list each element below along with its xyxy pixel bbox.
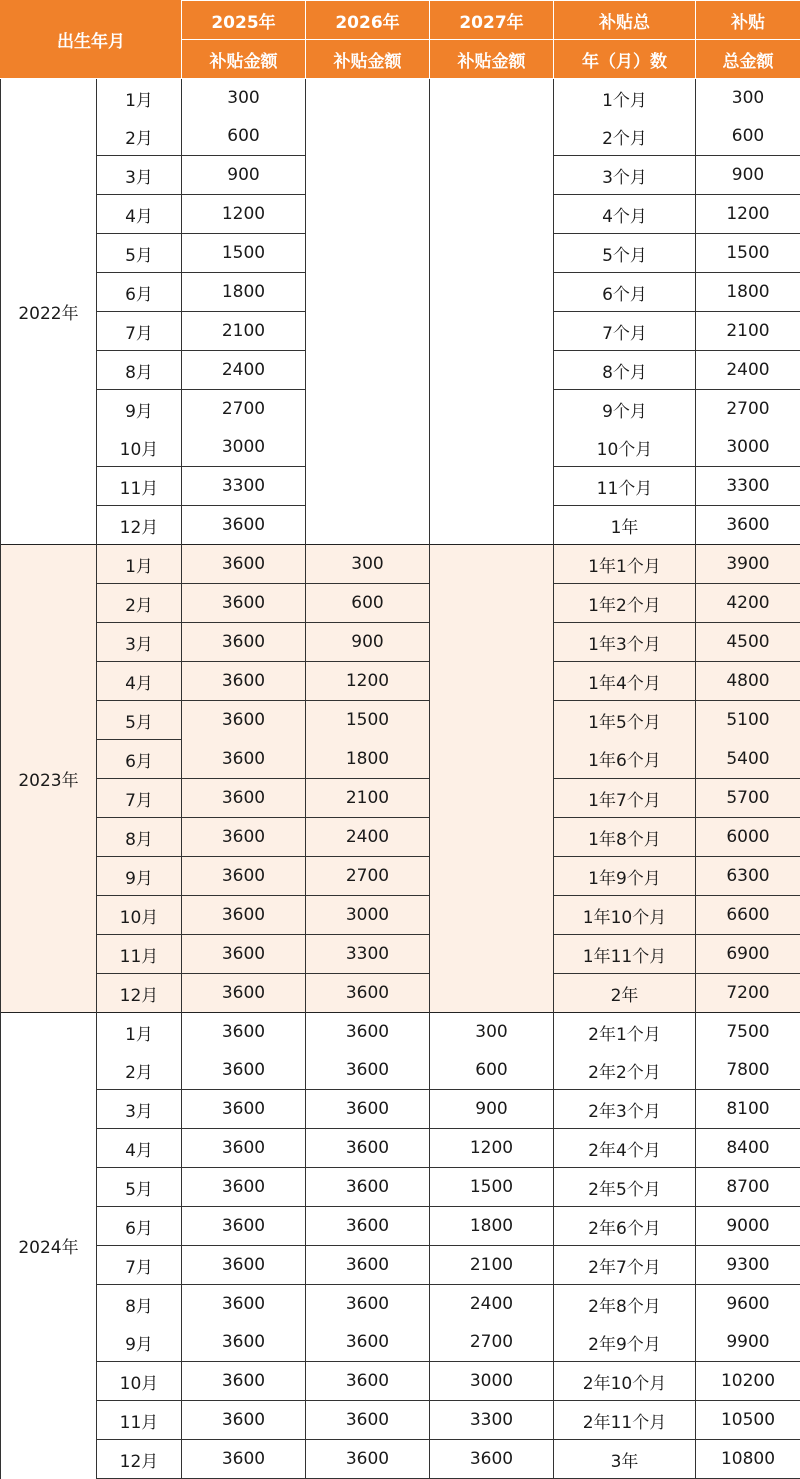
cell-y2026 [306,234,430,273]
cell-y2026 [306,79,430,118]
cell-duration: 6个月 [554,273,696,312]
cell-duration: 1年9个月 [554,857,696,896]
cell-y2026: 3600 [306,1129,430,1168]
cell-duration: 2个月 [554,117,696,156]
cell-month: 7月 [97,1246,182,1285]
cell-month: 10月 [97,896,182,935]
cell-duration: 2年5个月 [554,1168,696,1207]
cell-month: 2月 [97,584,182,623]
cell-y2026: 3600 [306,1013,430,1052]
cell-total: 6900 [696,935,800,974]
cell-month: 6月 [97,740,182,779]
cell-y2026: 1800 [306,740,430,779]
cell-y2025: 3600 [182,701,306,740]
cell-duration: 1年3个月 [554,623,696,662]
table-row [1,351,800,390]
cell-y2025: 3600 [182,1440,306,1479]
cell-y2025: 3600 [182,1362,306,1401]
cell-y2026: 1500 [306,701,430,740]
cell-total: 1800 [696,273,800,312]
cell-y2027: 600 [430,1051,554,1090]
cell-month: 7月 [97,779,182,818]
cell-y2027: 3300 [430,1401,554,1440]
cell-y2027: 2700 [430,1323,554,1362]
cell-y2027 [430,390,554,429]
table-row [1,896,800,935]
cell-total: 6000 [696,818,800,857]
table-row [1,1246,800,1285]
cell-y2026: 2700 [306,857,430,896]
cell-total: 5700 [696,779,800,818]
cell-month: 8月 [97,818,182,857]
cell-y2027 [430,156,554,195]
cell-y2026: 3600 [306,1090,430,1129]
cell-y2027 [430,623,554,662]
header-total-months-top: 补贴总 [554,1,696,40]
cell-y2025: 2100 [182,312,306,351]
cell-duration: 7个月 [554,312,696,351]
cell-y2026: 3300 [306,935,430,974]
cell-total: 600 [696,117,800,156]
cell-y2027 [430,117,554,156]
cell-y2026: 3600 [306,1246,430,1285]
cell-month: 11月 [97,935,182,974]
cell-y2025: 3600 [182,1129,306,1168]
cell-y2025: 3600 [182,1246,306,1285]
cell-total: 900 [696,156,800,195]
cell-duration: 11个月 [554,467,696,506]
cell-total: 6600 [696,896,800,935]
cell-y2025: 3600 [182,1051,306,1090]
cell-total: 8100 [696,1090,800,1129]
cell-y2027 [430,351,554,390]
table-row [1,273,800,312]
cell-y2026 [306,117,430,156]
cell-month: 5月 [97,1168,182,1207]
cell-total: 1500 [696,234,800,273]
cell-y2025: 2700 [182,390,306,429]
table-row [1,312,800,351]
table-row [1,779,800,818]
table-row [1,117,800,156]
table-row [1,467,800,506]
header-2026-year: 2026年 [306,1,430,40]
cell-y2025: 3600 [182,1013,306,1052]
header-total-amount-bottom: 总金额 [696,40,800,79]
cell-y2027: 2100 [430,1246,554,1285]
cell-y2025: 3600 [182,506,306,545]
cell-y2027 [430,506,554,545]
cell-duration: 3个月 [554,156,696,195]
cell-month: 4月 [97,195,182,234]
cell-y2025: 3600 [182,1090,306,1129]
cell-duration: 1年8个月 [554,818,696,857]
table-row [1,623,800,662]
cell-y2026 [306,312,430,351]
cell-total: 5400 [696,740,800,779]
cell-y2026 [306,195,430,234]
cell-total: 10200 [696,1362,800,1401]
cell-y2026: 3600 [306,1362,430,1401]
cell-total: 9300 [696,1246,800,1285]
cell-y2027 [430,234,554,273]
cell-y2027 [430,740,554,779]
cell-duration: 8个月 [554,351,696,390]
cell-y2025: 3600 [182,584,306,623]
table-row [1,1323,800,1362]
cell-month: 1月 [97,79,182,118]
cell-total: 3000 [696,428,800,467]
cell-total: 4800 [696,662,800,701]
table-row [1,428,800,467]
cell-total: 9000 [696,1207,800,1246]
cell-y2027: 3000 [430,1362,554,1401]
cell-y2026: 3600 [306,1168,430,1207]
cell-month: 1月 [97,1013,182,1052]
cell-y2026: 3600 [306,1440,430,1479]
cell-y2027 [430,974,554,1013]
cell-total: 8700 [696,1168,800,1207]
cell-y2027 [430,79,554,118]
cell-month: 5月 [97,234,182,273]
cell-y2027: 1200 [430,1129,554,1168]
table-row [1,974,800,1013]
cell-month: 9月 [97,390,182,429]
cell-month: 4月 [97,1129,182,1168]
cell-month: 3月 [97,1090,182,1129]
table-header [1,1,800,79]
table-row [1,1129,800,1168]
cell-y2026: 300 [306,545,430,584]
table-row [1,1207,800,1246]
cell-duration: 1年1个月 [554,545,696,584]
group-2023 [1,545,800,1013]
cell-y2027: 300 [430,1013,554,1052]
cell-duration: 2年7个月 [554,1246,696,1285]
cell-y2025: 3300 [182,467,306,506]
cell-total: 10800 [696,1440,800,1479]
cell-y2025: 300 [182,79,306,118]
cell-duration: 1年10个月 [554,896,696,935]
cell-month: 11月 [97,1401,182,1440]
cell-month: 1月 [97,545,182,584]
cell-y2026 [306,506,430,545]
cell-total: 9600 [696,1285,800,1324]
table-row [1,1168,800,1207]
cell-y2026 [306,467,430,506]
cell-y2025: 600 [182,117,306,156]
cell-y2026: 3000 [306,896,430,935]
cell-month: 8月 [97,351,182,390]
cell-duration: 1年6个月 [554,740,696,779]
cell-duration: 9个月 [554,390,696,429]
table-row [1,195,800,234]
cell-month: 11月 [97,467,182,506]
cell-month: 9月 [97,857,182,896]
cell-month: 3月 [97,623,182,662]
table-row [1,1285,800,1324]
cell-total: 7500 [696,1013,800,1052]
cell-y2025: 3600 [182,545,306,584]
cell-duration: 1年 [554,506,696,545]
cell-y2025: 3600 [182,623,306,662]
cell-y2027 [430,467,554,506]
cell-month: 5月 [97,701,182,740]
cell-total: 3600 [696,506,800,545]
cell-y2027 [430,662,554,701]
cell-y2025: 2400 [182,351,306,390]
cell-y2027 [430,195,554,234]
cell-month: 12月 [97,1440,182,1479]
table-row [1,1051,800,1090]
header-2027-year: 2027年 [430,1,554,40]
cell-month: 6月 [97,273,182,312]
group-2024 [1,1013,800,1479]
cell-y2025: 3600 [182,896,306,935]
table-row [1,857,800,896]
cell-duration: 10个月 [554,428,696,467]
cell-month: 10月 [97,1362,182,1401]
cell-y2025: 1500 [182,234,306,273]
cell-total: 10500 [696,1401,800,1440]
cell-month: 6月 [97,1207,182,1246]
cell-y2025: 3600 [182,974,306,1013]
cell-duration: 1年5个月 [554,701,696,740]
cell-total: 2700 [696,390,800,429]
header-2025-year: 2025年 [182,1,306,40]
cell-duration: 1个月 [554,79,696,118]
cell-total: 2400 [696,351,800,390]
table-row [1,935,800,974]
table-row [1,390,800,429]
cell-y2027 [430,779,554,818]
cell-duration: 2年11个月 [554,1401,696,1440]
cell-total: 7200 [696,974,800,1013]
cell-duration: 2年6个月 [554,1207,696,1246]
cell-duration: 2年 [554,974,696,1013]
cell-y2026 [306,156,430,195]
cell-duration: 5个月 [554,234,696,273]
cell-month: 2月 [97,117,182,156]
cell-duration: 2年4个月 [554,1129,696,1168]
table-row [1,545,800,584]
cell-y2026: 3600 [306,1207,430,1246]
cell-y2025: 1200 [182,195,306,234]
cell-total: 8400 [696,1129,800,1168]
cell-duration: 2年3个月 [554,1090,696,1129]
cell-y2027 [430,701,554,740]
cell-y2026 [306,428,430,467]
cell-duration: 1年11个月 [554,935,696,974]
group-2022 [1,79,800,545]
cell-duration: 2年9个月 [554,1323,696,1362]
table-row [1,79,800,118]
cell-total: 4500 [696,623,800,662]
cell-y2026: 2100 [306,779,430,818]
cell-y2027: 900 [430,1090,554,1129]
cell-month: 9月 [97,1323,182,1362]
cell-y2027: 3600 [430,1440,554,1479]
cell-y2026 [306,351,430,390]
cell-duration: 1年2个月 [554,584,696,623]
cell-y2027 [430,935,554,974]
cell-y2025: 900 [182,156,306,195]
table-row [1,156,800,195]
table-row [1,818,800,857]
cell-y2025: 1800 [182,273,306,312]
table-row [1,584,800,623]
cell-y2025: 3600 [182,1207,306,1246]
table-row [1,1090,800,1129]
cell-y2025: 3600 [182,1401,306,1440]
cell-month: 4月 [97,662,182,701]
table-row [1,701,800,740]
cell-y2027 [430,584,554,623]
cell-total: 4200 [696,584,800,623]
cell-y2026: 3600 [306,1401,430,1440]
cell-y2026: 3600 [306,1285,430,1324]
header-total-months-bottom: 年（月）数 [554,40,696,79]
birth-year-cell: 2023年 [1,545,97,1013]
cell-duration: 3年 [554,1440,696,1479]
cell-y2027 [430,818,554,857]
header-2026-sub: 补贴金额 [306,40,430,79]
cell-month: 7月 [97,312,182,351]
cell-y2027 [430,273,554,312]
cell-total: 7800 [696,1051,800,1090]
cell-y2025: 3600 [182,662,306,701]
cell-y2026: 3600 [306,974,430,1013]
cell-y2025: 3600 [182,857,306,896]
table-row [1,506,800,545]
cell-y2026 [306,390,430,429]
cell-y2027: 1500 [430,1168,554,1207]
cell-y2026: 600 [306,584,430,623]
header-total-amount-top: 补贴 [696,1,800,40]
cell-month: 3月 [97,156,182,195]
cell-month: 10月 [97,428,182,467]
header-birth-month: 出生年月 [1,1,182,79]
cell-month: 8月 [97,1285,182,1324]
cell-duration: 1年4个月 [554,662,696,701]
cell-y2027 [430,312,554,351]
cell-y2026: 3600 [306,1051,430,1090]
table-row [1,1013,800,1052]
cell-duration: 1年7个月 [554,779,696,818]
cell-total: 6300 [696,857,800,896]
cell-total: 1200 [696,195,800,234]
cell-month: 12月 [97,506,182,545]
cell-y2025: 3600 [182,1168,306,1207]
birth-year-cell: 2022年 [1,79,97,545]
cell-y2025: 3600 [182,818,306,857]
cell-y2027 [430,545,554,584]
cell-month: 12月 [97,974,182,1013]
cell-y2025: 3600 [182,740,306,779]
cell-y2026: 3600 [306,1323,430,1362]
table-row [1,1440,800,1479]
table-row [1,662,800,701]
cell-y2026: 2400 [306,818,430,857]
cell-total: 9900 [696,1323,800,1362]
cell-y2027 [430,896,554,935]
cell-duration: 2年2个月 [554,1051,696,1090]
cell-total: 3900 [696,545,800,584]
cell-y2026: 900 [306,623,430,662]
birth-year-cell: 2024年 [1,1013,97,1479]
table-row [1,1362,800,1401]
cell-total: 5100 [696,701,800,740]
cell-y2026: 1200 [306,662,430,701]
cell-duration: 2年10个月 [554,1362,696,1401]
cell-y2026 [306,273,430,312]
cell-total: 3300 [696,467,800,506]
cell-y2027 [430,428,554,467]
header-2027-sub: 补贴金额 [430,40,554,79]
cell-y2025: 3000 [182,428,306,467]
cell-total: 300 [696,79,800,118]
table-row [1,740,800,779]
cell-y2025: 3600 [182,1323,306,1362]
table-row [1,234,800,273]
table-row [1,1401,800,1440]
cell-y2027 [430,857,554,896]
cell-y2025: 3600 [182,1285,306,1324]
cell-duration: 4个月 [554,195,696,234]
cell-y2025: 3600 [182,935,306,974]
cell-y2027: 1800 [430,1207,554,1246]
cell-y2027: 2400 [430,1285,554,1324]
cell-duration: 2年1个月 [554,1013,696,1052]
cell-month: 2月 [97,1051,182,1090]
cell-y2025: 3600 [182,779,306,818]
cell-total: 2100 [696,312,800,351]
header-2025-sub: 补贴金额 [182,40,306,79]
cell-duration: 2年8个月 [554,1285,696,1324]
